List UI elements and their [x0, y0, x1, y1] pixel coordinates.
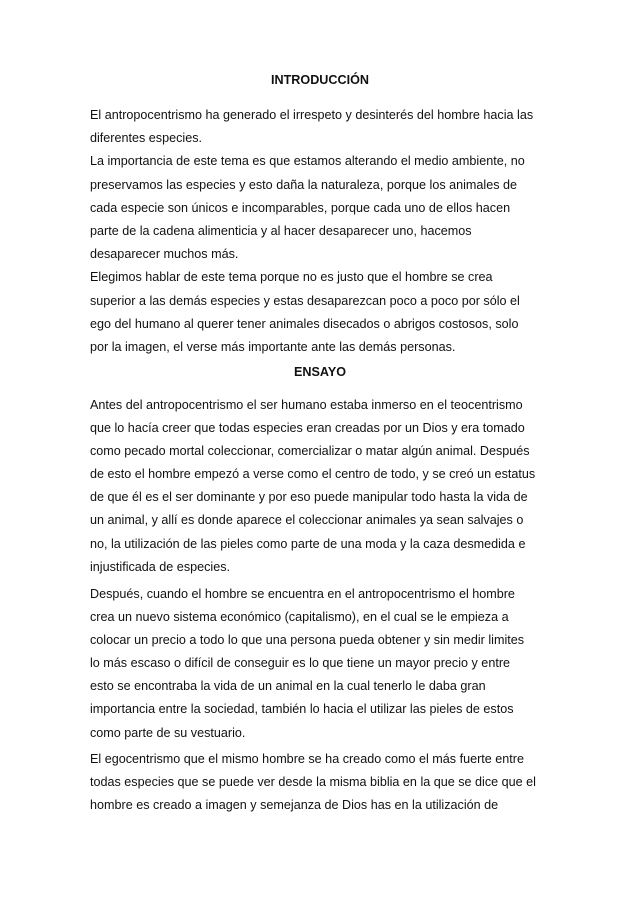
text-line: un animal, y allí es donde aparece el coleccionar animales ya sean salvajes o [90, 513, 524, 528]
text-line: esto se encontraba la vida de un animal en la cual tenerlo le daba gran [90, 679, 486, 694]
text-line: de esto el hombre empezó a verse como el centro de todo, y se creó un estatus [90, 467, 536, 482]
text-line: parte de la cadena alimenticia y al hacer desaparecer uno, hacemos [90, 224, 472, 239]
text-line: cada especie son únicos e incomparables, porque cada uno de ellos hacen [90, 200, 511, 215]
text-line: El antropocentrismo ha generado el irrespeto y desinterés del hombre hacia las [90, 108, 534, 122]
text-line: no, la utilización de las pieles como parte de una moda y la caza desmedida e [90, 536, 526, 551]
text-line: como pecado mortal coleccionar, comercializar o matar algún animal. Después [90, 444, 530, 459]
paragraph-ensayo-3 [90, 748, 560, 817]
text-line: colocar un precio a todo lo que una persona pueda obtener y sin medir limites [90, 633, 525, 648]
text-line: La importancia de este tema es que estamos alterando el medio ambiente, no [90, 154, 525, 169]
text-line: crea un nuevo sistema económico (capitalismo), en el cual se le empieza a [90, 610, 509, 625]
text-line: superior a las demás especies y estas desaparezcan poco a poco por sólo el [90, 293, 520, 308]
text-line: Elegimos hablar de este tema porque no es justo que el hombre se crea [90, 270, 493, 285]
text-line: como parte de su vestuario. [90, 725, 246, 740]
text-line: Después, cuando el hombre se encuentra en el antropocentrismo el hombre [90, 587, 515, 601]
text-line: diferentes especies. [90, 131, 203, 146]
text-line: de que él es el ser dominante y por eso puede manipular todo hasta la vida de [90, 490, 528, 505]
text-line: injustificada de especies. [90, 559, 231, 574]
text-line: ego del humano al querer tener animales disecados o abrigos costosos, solo [90, 316, 519, 331]
text-line: lo más escaso o difícil de conseguir es lo que tiene un mayor precio y entre [90, 656, 511, 671]
text-line: desaparecer muchos más. [90, 247, 239, 262]
text-line: importancia entre la sociedad, también lo hacia el utilizar las pieles de estos [90, 702, 514, 717]
paragraph-ensayo-2 [90, 583, 560, 745]
heading-introduccion: INTRODUCCIÓN [271, 73, 369, 87]
text-line: todas especies que se puede ver desde la misma biblia en la que se dice que el [90, 775, 536, 790]
paragraph-introduccion [90, 104, 560, 359]
text-line: Antes del antropocentrismo el ser humano estaba inmerso en el teocentrismo [90, 398, 523, 412]
text-line: hombre es creado a imagen y semejanza de Dios has en la utilización de [90, 798, 499, 813]
text-line: preservamos las especies y esto daña la naturaleza, porque los animales de [90, 177, 518, 192]
text-line: El egocentrismo que el mismo hombre se ha creado como el más fuerte entre [90, 752, 524, 766]
text-line: que lo hacía creer que todas especies eran creadas por un Dios y era tomado [90, 421, 525, 436]
heading-ensayo: ENSAYO [293, 365, 347, 379]
paragraph-ensayo-1 [90, 394, 560, 579]
text-line: por la imagen, el verse más importante ante las demás personas. [90, 340, 456, 355]
